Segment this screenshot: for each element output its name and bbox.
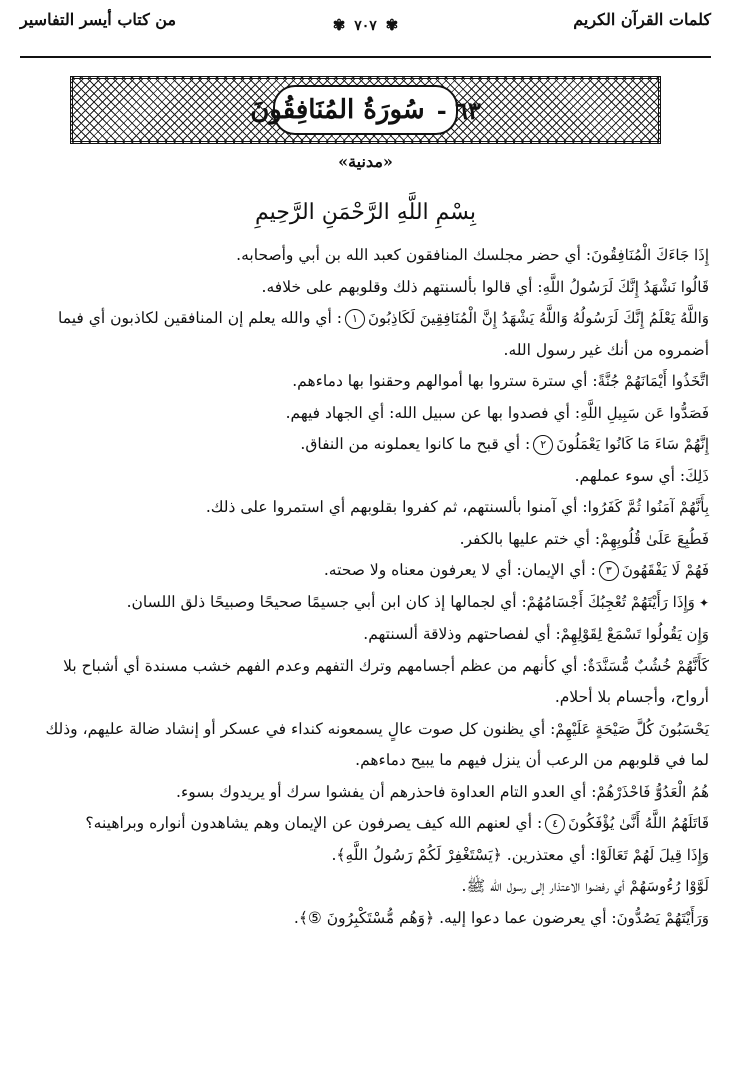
explanation: أي آمنوا بألسنتهم، ثم كفروا بقلوبهم أي استمروا على ذلك. bbox=[205, 498, 583, 516]
explanation: أي حضر مجلسك المنافقون كعبد الله بن أبي وأصحابه. bbox=[236, 246, 586, 264]
separator: : bbox=[679, 466, 686, 485]
separator: : bbox=[582, 498, 588, 516]
separator: : bbox=[537, 277, 543, 296]
glossary-entry bbox=[24, 398, 709, 430]
ayah-number-marker: ٢ bbox=[533, 435, 553, 455]
separator: : bbox=[592, 372, 598, 390]
explanation: أي رفضوا الاعتذار إلى رسول الله ﷺ. bbox=[461, 877, 630, 895]
explanation: أي والله يعلم إن المنافقين لكاذبون أي فيما أضمروه من أنك غير رسول الله. bbox=[58, 309, 709, 359]
quran-term: هُمُ الْعَدُوُّ فَاحْذَرْهُمْ bbox=[596, 782, 709, 801]
explanation: أي كأنهم من عظم أجسامهم وترك التفهم وعدم الفهم خشب مسندة أي أشباح بلا أرواح، وأجسام بلا أحلام. bbox=[63, 656, 709, 706]
glossary-entry bbox=[24, 808, 709, 840]
page-number: ٧٠٧ bbox=[354, 18, 377, 34]
explanation: أي ختم عليها بالكفر. bbox=[459, 529, 595, 548]
separator: : bbox=[591, 782, 597, 801]
quran-term: يَحْسَبُونَ كُلَّ صَيْحَةٍ عَلَيْهِمْ bbox=[555, 719, 709, 738]
explanation: أي فصدوا بها عن سبيل الله: أي الجهاد فيهم. bbox=[285, 403, 575, 422]
source-title: من كتاب أيسر التفاسير bbox=[20, 10, 177, 29]
quran-term: بِأَنَّهُمْ آمَنُوا ثُمَّ كَفَرُوا bbox=[587, 498, 709, 516]
bullet-icon: ✦ bbox=[698, 595, 709, 610]
ayah-number-marker: ٣ bbox=[599, 561, 619, 581]
separator: : bbox=[555, 625, 561, 643]
explanation: أي العدو التام العداوة فاحذرهم أن يفشوا سرك أو يريدوك بسوء. bbox=[176, 782, 592, 801]
quran-term: وَإِذَا رَأَيْتَهُمْ تُعْجِبُكَ أَجْسَامُهُمْ bbox=[526, 592, 695, 611]
explanation: أي سوء عملهم. bbox=[574, 466, 680, 485]
quran-term: اتَّخَذُوا أَيْمَانَهُمْ جُنَّةً bbox=[597, 372, 709, 390]
surah-title-frame bbox=[250, 85, 481, 135]
running-header bbox=[20, 6, 711, 36]
quran-term: وَإِذَا قِيلَ لَهُمْ تَعَالَوْا bbox=[595, 845, 709, 864]
book-title: كلمات القرآن الكريم bbox=[573, 10, 711, 29]
glossary-entry bbox=[24, 272, 709, 304]
separator: : bbox=[525, 435, 531, 453]
separator: : bbox=[582, 656, 588, 675]
explanation: أي معتذرين. ﴿يَسْتَغْفِرْ لَكُمْ رَسُولُ اللَّهِ﴾. bbox=[331, 845, 591, 864]
glossary-entry bbox=[24, 651, 709, 714]
ornament-icon: ✾ bbox=[332, 16, 346, 34]
quran-term: قَاتَلَهُمُ اللَّهُ أَنَّىٰ يُؤْفَكُونَ bbox=[568, 814, 709, 832]
glossary-entry bbox=[24, 555, 709, 587]
separator: : bbox=[336, 309, 342, 327]
glossary-entry bbox=[24, 777, 709, 809]
glossary-entry bbox=[24, 840, 709, 872]
quran-term: كَأَنَّهُمْ خُشُبٌ مُّسَنَّدَةٌ bbox=[587, 656, 709, 675]
quran-term: قَالُوا نَشْهَدُ إِنَّكَ لَرَسُولُ اللَّهِ bbox=[542, 277, 709, 296]
explanation: أي قبح ما كانوا يعملونه من النفاق. bbox=[300, 435, 526, 453]
surah-banner bbox=[70, 76, 661, 144]
header-divider bbox=[20, 56, 711, 58]
explanation: أي الإيمان: أي لا يعرفون معناه ولا صحته. bbox=[323, 561, 591, 579]
glossary-entry bbox=[24, 240, 709, 272]
separator: : bbox=[594, 529, 601, 548]
glossary-entry bbox=[24, 524, 709, 556]
explanation: أي لعنهم الله كيف يصرفون عن الإيمان وهم يشاهدون أنواره وبراهينه؟ bbox=[85, 814, 537, 832]
glossary-entry bbox=[24, 619, 709, 651]
separator: : bbox=[536, 814, 543, 832]
glossary-entry bbox=[24, 366, 709, 398]
explanation: أي قالوا بألسنتهم ذلك وقلوبهم على خلافه. bbox=[261, 277, 538, 296]
explanation: أي لجمالها إذ كان ابن أبي جسيمًا صحيحًا وصبيحًا ذلق اللسان. bbox=[126, 592, 522, 611]
revelation-type: «مدنية» bbox=[338, 152, 393, 171]
surah-number: ٦٣ - bbox=[436, 95, 481, 125]
ornament-icon: ✾ bbox=[385, 16, 399, 34]
glossary-body bbox=[24, 240, 709, 934]
quran-term: فَطُبِعَ عَلَىٰ قُلُوبِهِمْ bbox=[600, 529, 709, 548]
separator: : bbox=[590, 845, 596, 864]
ayah-number-marker: ٤ bbox=[545, 814, 565, 834]
ayah-number-marker: ١ bbox=[345, 309, 365, 329]
surah-name: سُورَةُ المُنَافِقُونَ bbox=[250, 95, 425, 125]
explanation: أي سترة ستروا بها أموالهم وحقنوا بها دماءهم. bbox=[292, 372, 593, 390]
glossary-entry bbox=[24, 903, 709, 935]
separator: : bbox=[611, 908, 617, 927]
glossary-entry bbox=[24, 429, 709, 461]
glossary-entry bbox=[24, 303, 709, 366]
explanation: أي لفصاحتهم وذلاقة ألسنتهم. bbox=[363, 625, 556, 643]
separator: : bbox=[521, 592, 527, 611]
explanation: أي يظنون كل صوت عالٍ يسمعونه كنداء في عسكر أو إنشاد ضالة عليهم، وذلك لما في قلوبهم من الرعب أن ينزل فيهم ما يبيح دماءهم. bbox=[45, 719, 709, 769]
glossary-entry bbox=[24, 871, 709, 903]
quran-term: فَهُمْ لَا يَفْقَهُونَ bbox=[621, 561, 709, 579]
quran-term: ذَلِكَ bbox=[685, 466, 709, 485]
separator: : bbox=[574, 403, 581, 422]
basmala: بِسْمِ اللَّهِ الرَّحْمَنِ الرَّحِيمِ bbox=[254, 200, 477, 225]
explanation: أي يعرضون عما دعوا إليه. ﴿وَهُم مُّسْتَكْبِرُونَ ⑤﴾. bbox=[293, 908, 612, 927]
quran-term: فَصَدُّوا عَن سَبِيلِ اللَّهِ bbox=[580, 403, 709, 422]
separator: : bbox=[550, 719, 556, 738]
quran-term: وَإِن يَقُولُوا تَسْمَعْ لِقَوْلِهِمْ bbox=[560, 625, 709, 643]
glossary-entry bbox=[24, 461, 709, 493]
quran-term: وَرَأَيْتَهُمْ يَصُدُّونَ bbox=[616, 908, 709, 927]
separator: : bbox=[590, 561, 596, 579]
glossary-entry bbox=[24, 492, 709, 524]
quran-term: لَوَّوْا رُءُوسَهُمْ bbox=[629, 877, 709, 895]
glossary-entry bbox=[24, 587, 709, 620]
quran-term: إِنَّهُمْ سَاءَ مَا كَانُوا يَعْمَلُونَ bbox=[556, 435, 709, 453]
quran-term: إِذَا جَاءَكَ الْمُنَافِقُونَ bbox=[591, 246, 709, 264]
glossary-entry bbox=[24, 714, 709, 777]
quran-term: وَاللَّهُ يَعْلَمُ إِنَّكَ لَرَسُولُهُ وَاللَّهُ يَشْهَدُ إِنَّ الْمُنَافِقِينَ لَكَاذِبُونَ bbox=[367, 309, 709, 327]
separator: : bbox=[585, 246, 592, 264]
